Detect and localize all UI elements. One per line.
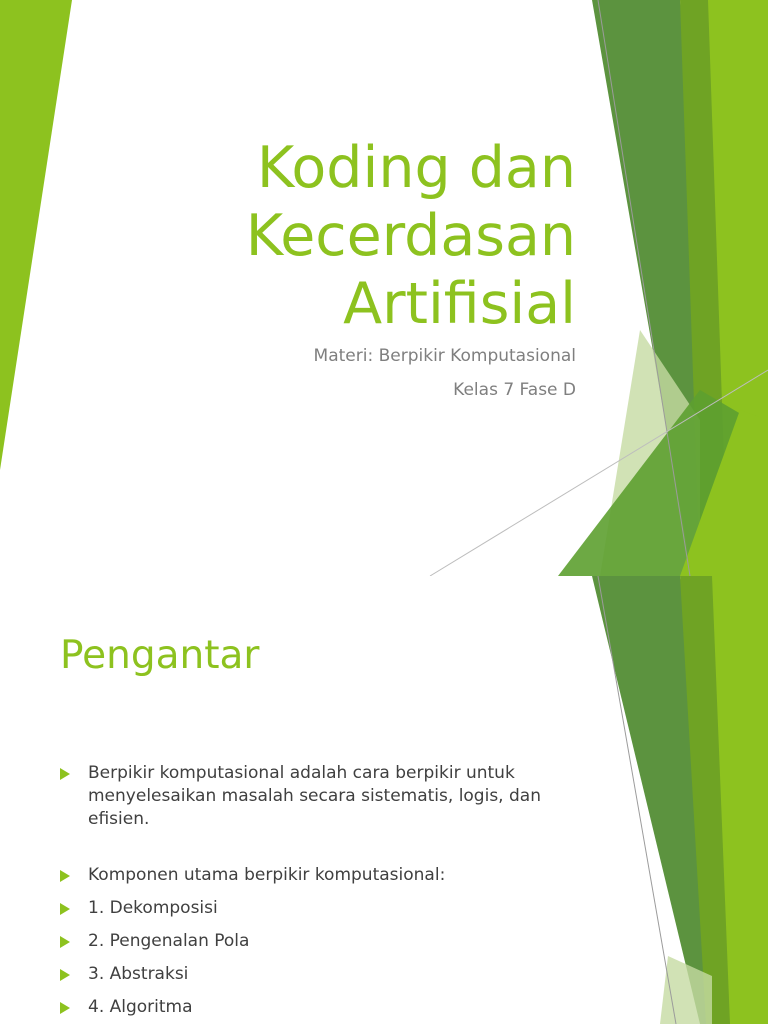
slide-heading: Pengantar xyxy=(60,633,260,678)
bullet-text: Berpikir komputasional adalah cara berpikir untuk menyelesaikan masalah secara sistematis, logis, dan efisien. xyxy=(88,763,541,829)
list-item xyxy=(60,864,580,887)
subtitle-class: Kelas 7 Fase D xyxy=(453,380,576,400)
list-item xyxy=(60,996,580,1019)
list-item xyxy=(60,897,580,920)
title-line-2: Kecerdasan xyxy=(245,203,576,269)
bullet-arrow-icon xyxy=(60,903,70,915)
bullet-text: 4. Algoritma xyxy=(88,997,193,1017)
bullet-text: Komponen utama berpikir komputasional: xyxy=(88,865,446,885)
bullet-arrow-icon xyxy=(60,870,70,882)
subtitle-topic: Materi: Berpikir Komputasional xyxy=(313,346,576,366)
bullet-text: 3. Abstraksi xyxy=(88,964,189,984)
bullet-arrow-icon xyxy=(60,1002,70,1014)
bullet-text: 2. Pengenalan Pola xyxy=(88,931,250,951)
bullet-list xyxy=(60,762,580,1024)
content-slide xyxy=(0,576,768,1024)
list-item xyxy=(60,963,580,986)
list-item xyxy=(60,930,580,953)
bullet-arrow-icon xyxy=(60,969,70,981)
bullet-arrow-icon xyxy=(60,768,70,780)
bullet-text: 1. Dekomposisi xyxy=(88,898,218,918)
slide-title xyxy=(56,134,576,338)
bullet-arrow-icon xyxy=(60,936,70,948)
title-line-3: Artifisial xyxy=(343,271,576,337)
title-line-1: Koding dan xyxy=(256,135,576,201)
list-item xyxy=(60,762,580,831)
